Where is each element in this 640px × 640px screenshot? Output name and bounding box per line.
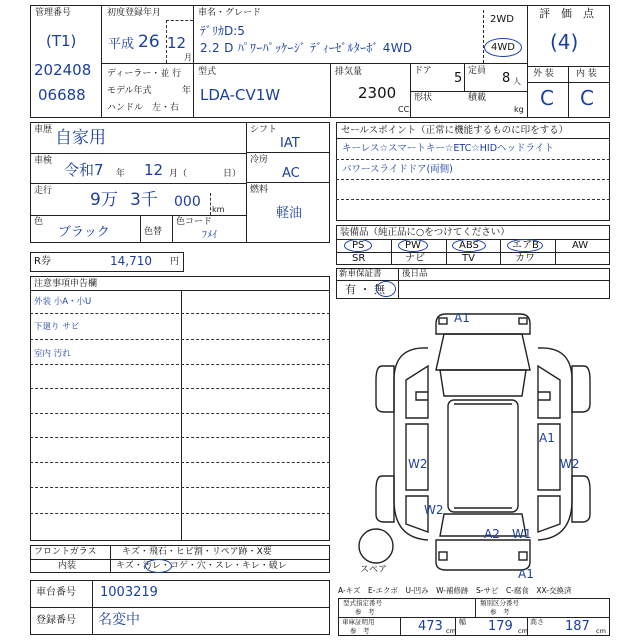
haiki: 2300 (358, 84, 397, 102)
kg-unit: kg (514, 105, 524, 114)
mark-a1-front: A1 (454, 311, 470, 325)
car-diagram (336, 300, 610, 585)
mark-a1-rear: A1 (518, 567, 534, 581)
naiso-label: 内 装 (576, 69, 597, 79)
takasa-label: 高さ (530, 618, 544, 626)
shaken-day-unit: 日） (223, 169, 242, 179)
drive-4wd: 4WD (491, 42, 515, 53)
gohin-label: 後日品 (402, 269, 428, 279)
keijo-label: 形状 (414, 93, 433, 103)
reibo: AC (282, 166, 300, 181)
month-unit: 月 (184, 53, 192, 62)
drive-2wd: 2WD (490, 14, 514, 25)
iro: ブラック (58, 225, 110, 240)
equip-abs-circle (452, 239, 486, 252)
kanri-no2: 06688 (38, 86, 86, 104)
naiso-row-label: 内装 (58, 561, 77, 571)
kata-label: 型式指定番号 (343, 599, 382, 607)
takasa-value: 187 (565, 619, 590, 634)
spare-label: スペア (360, 565, 388, 575)
hyoka: (4) (550, 30, 579, 54)
equip-kawa: カワ (515, 253, 535, 264)
front-glass-label: フロントガラス (34, 547, 97, 557)
shaken-month-unit: 月（ (169, 169, 188, 179)
shaken-month: 12 (144, 161, 164, 179)
year-unit: 年 (182, 86, 192, 96)
sekisai-label: 積載 (468, 93, 487, 103)
kata-sanko: 参 考 (355, 608, 375, 616)
mark-a2-rear: A2 (484, 527, 500, 541)
equip-airb: エアB (512, 240, 539, 251)
equip-airb-circle (507, 239, 543, 252)
equip-aw: AW (572, 240, 589, 251)
haba-cm: cm (518, 627, 528, 635)
rken-label: R券 (34, 256, 51, 267)
kanri-label: 管理番号 (35, 8, 72, 18)
toroku-label: 登録番号 (36, 615, 76, 626)
mark-w2-right: W2 (560, 457, 580, 471)
kanri-t: (T1) (46, 32, 77, 50)
damage-legend: A-キズ E-エクボ U-凹み W-補修跡 S-サビ C-腐食 XX-交換済 (338, 586, 572, 595)
equip-sr: SR (352, 253, 366, 264)
dealer-label: ディーラー・並 行 (107, 69, 182, 79)
header-frame (30, 5, 610, 118)
shaken-year-unit: 年 (116, 169, 126, 179)
shamei-line2: 2.2 D ﾊﾟﾜｰﾊﾟｯｹｰｼﾞ ﾃﾞｨｰｾﾞﾙﾀｰﾎﾞ 4WD (200, 41, 413, 55)
hyoka-label: 評 価 点 (539, 7, 594, 20)
shashu: 自家用 (55, 128, 106, 148)
equip-ps-circle (344, 239, 372, 252)
equip-tv: TV (462, 253, 475, 264)
iro-label: 色 (34, 217, 44, 227)
mark-w2-left-rear: W2 (424, 503, 444, 517)
hosho-circle (376, 281, 396, 297)
ruibetsu-label: 類別区分番号 (480, 599, 519, 607)
choshou-sanko: 参 考 (350, 627, 370, 635)
toroku: 名変中 (98, 612, 140, 628)
shamei-label: 車名・グレード (198, 8, 262, 18)
notes-line2: 下廻り サビ (34, 322, 80, 332)
shashu-label: 車歴 (34, 125, 53, 135)
nin-unit: 人 (513, 77, 521, 86)
nenryo-label: 燃料 (250, 185, 269, 195)
km-unit: km (212, 205, 225, 214)
door: 5 (454, 71, 463, 86)
daiban-label: 車台番号 (36, 587, 76, 598)
notes-line1: 外装 小A・小U (34, 297, 92, 307)
naiso: C (580, 86, 594, 110)
reibo-label: 冷房 (250, 155, 269, 165)
iroban-label: 色替 (144, 227, 163, 237)
equip-navi: ナビ (405, 253, 425, 264)
en-unit: 円 (170, 257, 180, 267)
notes-line3: 室内 汚れ (34, 349, 71, 359)
notes-title: 注意事項申告欄 (34, 279, 98, 289)
nenryo: 軽油 (276, 206, 303, 221)
shaken-era: 令和7 (64, 161, 104, 179)
daiban: 1003219 (100, 585, 158, 600)
shodo-label: 初度登録年月 (107, 8, 162, 18)
gaiso: C (540, 86, 554, 110)
door-label: ドア (414, 66, 432, 76)
sales-line1: キーレス☆スマートキー☆ETC☆HIDヘッドライト (342, 143, 554, 154)
color-code-label: 色コード (176, 217, 213, 227)
equip-title: 装備品（純正品に○をつけてください） (340, 227, 510, 238)
katashiki-label: 型式 (198, 67, 217, 77)
haba-value: 179 (488, 619, 513, 634)
shaken-label: 車検 (34, 156, 53, 166)
naiso-yogore-circle (145, 559, 172, 573)
katashiki: LDA-CV1W (200, 86, 281, 104)
equip-pw: PW (405, 240, 421, 251)
equip-abs: ABS (459, 240, 479, 251)
sales-title: セールスポイント（正常に機能するものに印をする） (341, 125, 569, 136)
shamei-line1: ﾃﾞﾘｶD:5 (200, 24, 245, 38)
ruibetsu-sanko: 参 考 (490, 608, 510, 616)
teiin: 8 (502, 71, 511, 86)
rken-frame (30, 252, 184, 272)
soko-man: 9万 (90, 190, 118, 210)
equip-pw-circle (398, 239, 428, 252)
soko-rest: 000 (174, 194, 201, 210)
shodo-era: 平成 (108, 37, 135, 52)
hosho-value: 有 ・ 無 (345, 283, 385, 296)
takasa-cm: cm (596, 627, 606, 635)
choshou-label: 車庫証明用 (342, 618, 375, 626)
teiin-label: 定員 (468, 66, 487, 76)
naiso-items: キズ・汚レ・コゲ・穴・スレ・キレ・破レ (116, 561, 287, 571)
haiki-label: 排気量 (335, 67, 363, 77)
haba-label: 幅 (459, 618, 466, 626)
notes-frame (30, 276, 330, 541)
nagasa-cm: cm (446, 627, 456, 635)
sales-line2: パワースライドドア(両側) (342, 164, 453, 175)
drive-4wd-circle (484, 38, 522, 57)
hosho-label: 新車保証書 (339, 269, 382, 279)
mark-a1-right: A1 (539, 431, 555, 445)
handle-label: ハンドル 左・右 (107, 103, 180, 113)
shift: IAT (280, 136, 300, 151)
shift-label: シフト (250, 125, 278, 135)
color-code: ﾌﾒｲ (202, 230, 217, 241)
shodo-year: 26 (138, 32, 160, 52)
rken: 14,710 (110, 254, 152, 268)
mark-w2-left: W2 (408, 457, 428, 471)
gaiso-label: 外 装 (533, 69, 554, 79)
shodo-month: 12 (167, 34, 187, 52)
model-year-label: モデル年式 (107, 86, 152, 96)
soko-label: 走行 (34, 186, 53, 196)
soko-sen: 3千 (130, 190, 158, 210)
kanri-no1: 202408 (34, 61, 92, 79)
equip-ps: PS (352, 240, 365, 251)
cc-unit: CC (398, 105, 410, 114)
mark-w1-rear: W1 (512, 527, 532, 541)
nagasa-value: 473 (418, 619, 443, 634)
front-glass-items: キズ・飛石・ヒビ割・リペア跡・X要 (122, 547, 272, 557)
